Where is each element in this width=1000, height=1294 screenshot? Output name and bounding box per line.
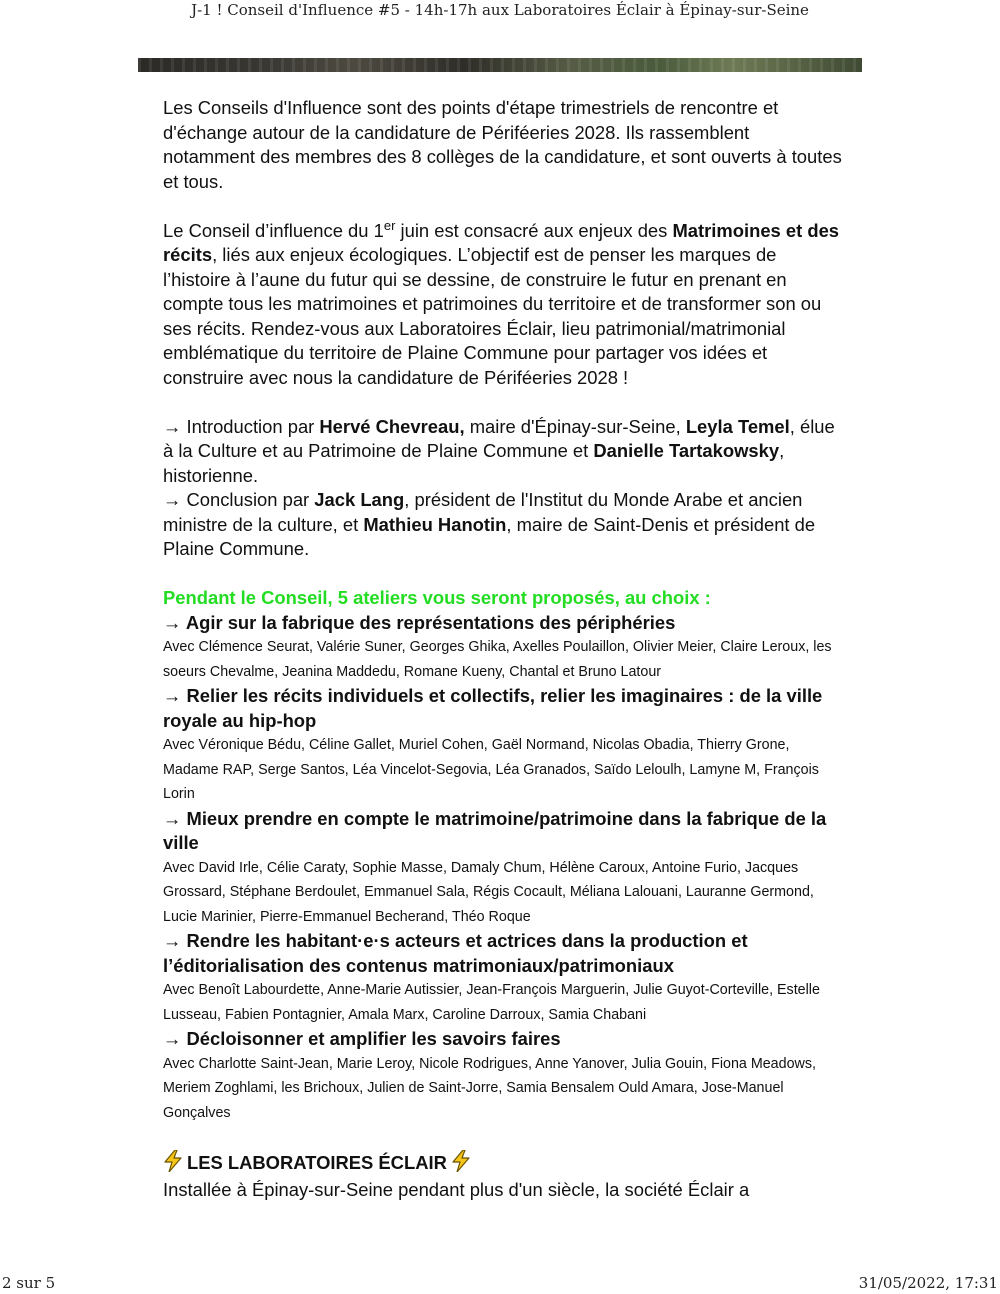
atelier-title: → Relier les récits individuels et collectifs, relier les imaginaires : de la ville royale au hip-hop [163, 685, 823, 731]
speaker-name: Leyla Temel [685, 415, 790, 437]
atelier-item [163, 611, 843, 685]
atelier-item [163, 1027, 843, 1125]
labo-paragraph: Installée à Épinay-sur-Seine pendant plus d'un siècle, la société Éclair a [163, 1179, 750, 1200]
ateliers-heading: Pendant le Conseil, 5 ateliers vous seront proposés, au choix : [163, 587, 711, 608]
speaker-name: Danielle Tartakowsky [593, 440, 780, 461]
speaker-name: Jack Lang [314, 489, 405, 510]
atelier-title: → Mieux prendre en compte le matrimoine/patrimoine dans la fabrique de la ville [163, 807, 827, 853]
intro-paragraph: Les Conseils d'Influence sont des points d'étape trimestriels de rencontre et d'échange autour de la candidature de Périféeries 2028. Ils rassemblent notamment des membres des 8 collèges de la candidature, et sont ouverts à toutes et tous. [163, 97, 842, 192]
introduction-speakers [163, 415, 843, 489]
juin-paragraph [163, 219, 843, 391]
atelier-item [163, 807, 843, 930]
speaker-name: Hervé Chevreau, [319, 415, 465, 437]
atelier-participants: Avec Charlotte Saint-Jean, Marie Leroy, Nicole Rodrigues, Anne Yanover, Julia Gouin, Fiona Meadows, Meriem Zoghlami, les Brichoux, Julien de Saint-Jorre, Samia Bensalem Ould Amara, Jose-Manuel Gonçalves [163, 1055, 816, 1121]
atelier-participants: Avec David Irle, Célie Caraty, Sophie Masse, Damaly Chum, Hélène Caroux, Antoine Furio, Jacques Grossard, Stéphane Berdoulet, Emmanuel Sala, Régis Cocault, Méliana Lalouani, Lauranne Germond, Lucie Marinier, Pierre-Emmanuel Becherand, Théo Roque [163, 859, 814, 925]
juin-text-before: Le Conseil d’influence du 1 [163, 219, 384, 241]
email-body [163, 96, 843, 1203]
conclusion-speakers [163, 488, 843, 562]
labo-heading [163, 1150, 843, 1179]
juin-text-middle: juin est consacré aux enjeux des [395, 219, 673, 241]
juin-text-after: , liés aux enjeux écologiques. L’objectif est de penser les marques de l’histoire à l’aune du futur qui se dessine, de construire le futur en prenant en compte tous les matrimoines et patrimoines du territoire et de transformer son ou ses récits. Rendez-vous aux Laboratoires Éclair, lieu patrimonial/matrimonial emblématique du territoire de Plaine Commune pour partager vos idées et construire avec nous la candidature de Périféeries 2028 ! [163, 244, 822, 388]
lightning-icon [163, 1150, 183, 1179]
atelier-item [163, 684, 843, 807]
atelier-title: → Décloisonner et amplifier les savoirs faires [163, 1028, 561, 1049]
juin-superscript: er [383, 217, 396, 233]
lightning-icon [451, 1150, 471, 1179]
atelier-title: → Agir sur la fabrique des représentations des périphéries [163, 611, 676, 633]
speaker-role: maire d'Épinay-sur-Seine, [464, 415, 686, 437]
atelier-participants: Avec Clémence Seurat, Valérie Suner, Georges Ghika, Axelles Poulaillon, Olivier Meier, Claire Leroux, les soeurs Chevalme, Jeanina Maddedu, Romane Kueny, Chantal et Bruno Latour [163, 639, 832, 680]
print-header-title: J-1 ! Conseil d'Influence #5 - 14h-17h aux Laboratoires Éclair à Épinay-sur-Seine [191, 1, 809, 19]
print-page-number: 2 sur 5 [2, 1274, 56, 1292]
labo-title-text: LES LABORATOIRES ÉCLAIR [187, 1151, 447, 1173]
speaker-role: , maire de Saint-Denis et président de Plaine Commune. [163, 513, 816, 559]
speaker-name: Mathieu Hanotin [363, 513, 507, 535]
atelier-participants: Avec Véronique Bédu, Céline Gallet, Muriel Cohen, Gaël Normand, Nicolas Obadia, Thierry Grone, Madame RAP, Serge Santos, Léa Vincelot-Segovia, Léa Granados, Saïdo Leloulh, Lamyne M, François Lorin [163, 737, 819, 802]
speaker-role: , historienne. [163, 440, 785, 486]
speaker-role: , élue à la Culture et au Patrimoine de Plaine Commune et [163, 415, 835, 461]
atelier-participants: Avec Benoît Labourdette, Anne-Marie Autissier, Jean-François Marguerin, Julie Guyot-Corteville, Estelle Lusseau, Fabien Pontagnier, Amala Marx, Caroline Darroux, Samia Chabani [163, 982, 820, 1023]
print-datetime: 31/05/2022, 17:31 [858, 1274, 998, 1292]
atelier-title: → Rendre les habitant·e·s acteurs et actrices dans la production et l’éditorialisation des contenus matrimoniaux/patrimoniaux [163, 930, 748, 976]
juin-bold-theme: Matrimoines et des récits [163, 219, 840, 265]
atelier-item [163, 929, 843, 1027]
speaker-role: , président de l'Institut du Monde Arabe et ancien ministre de la culture, et [163, 489, 803, 535]
intro-prefix: → Introduction par [163, 415, 320, 437]
hero-image [138, 58, 862, 72]
conclusion-prefix: → Conclusion par [163, 489, 315, 510]
